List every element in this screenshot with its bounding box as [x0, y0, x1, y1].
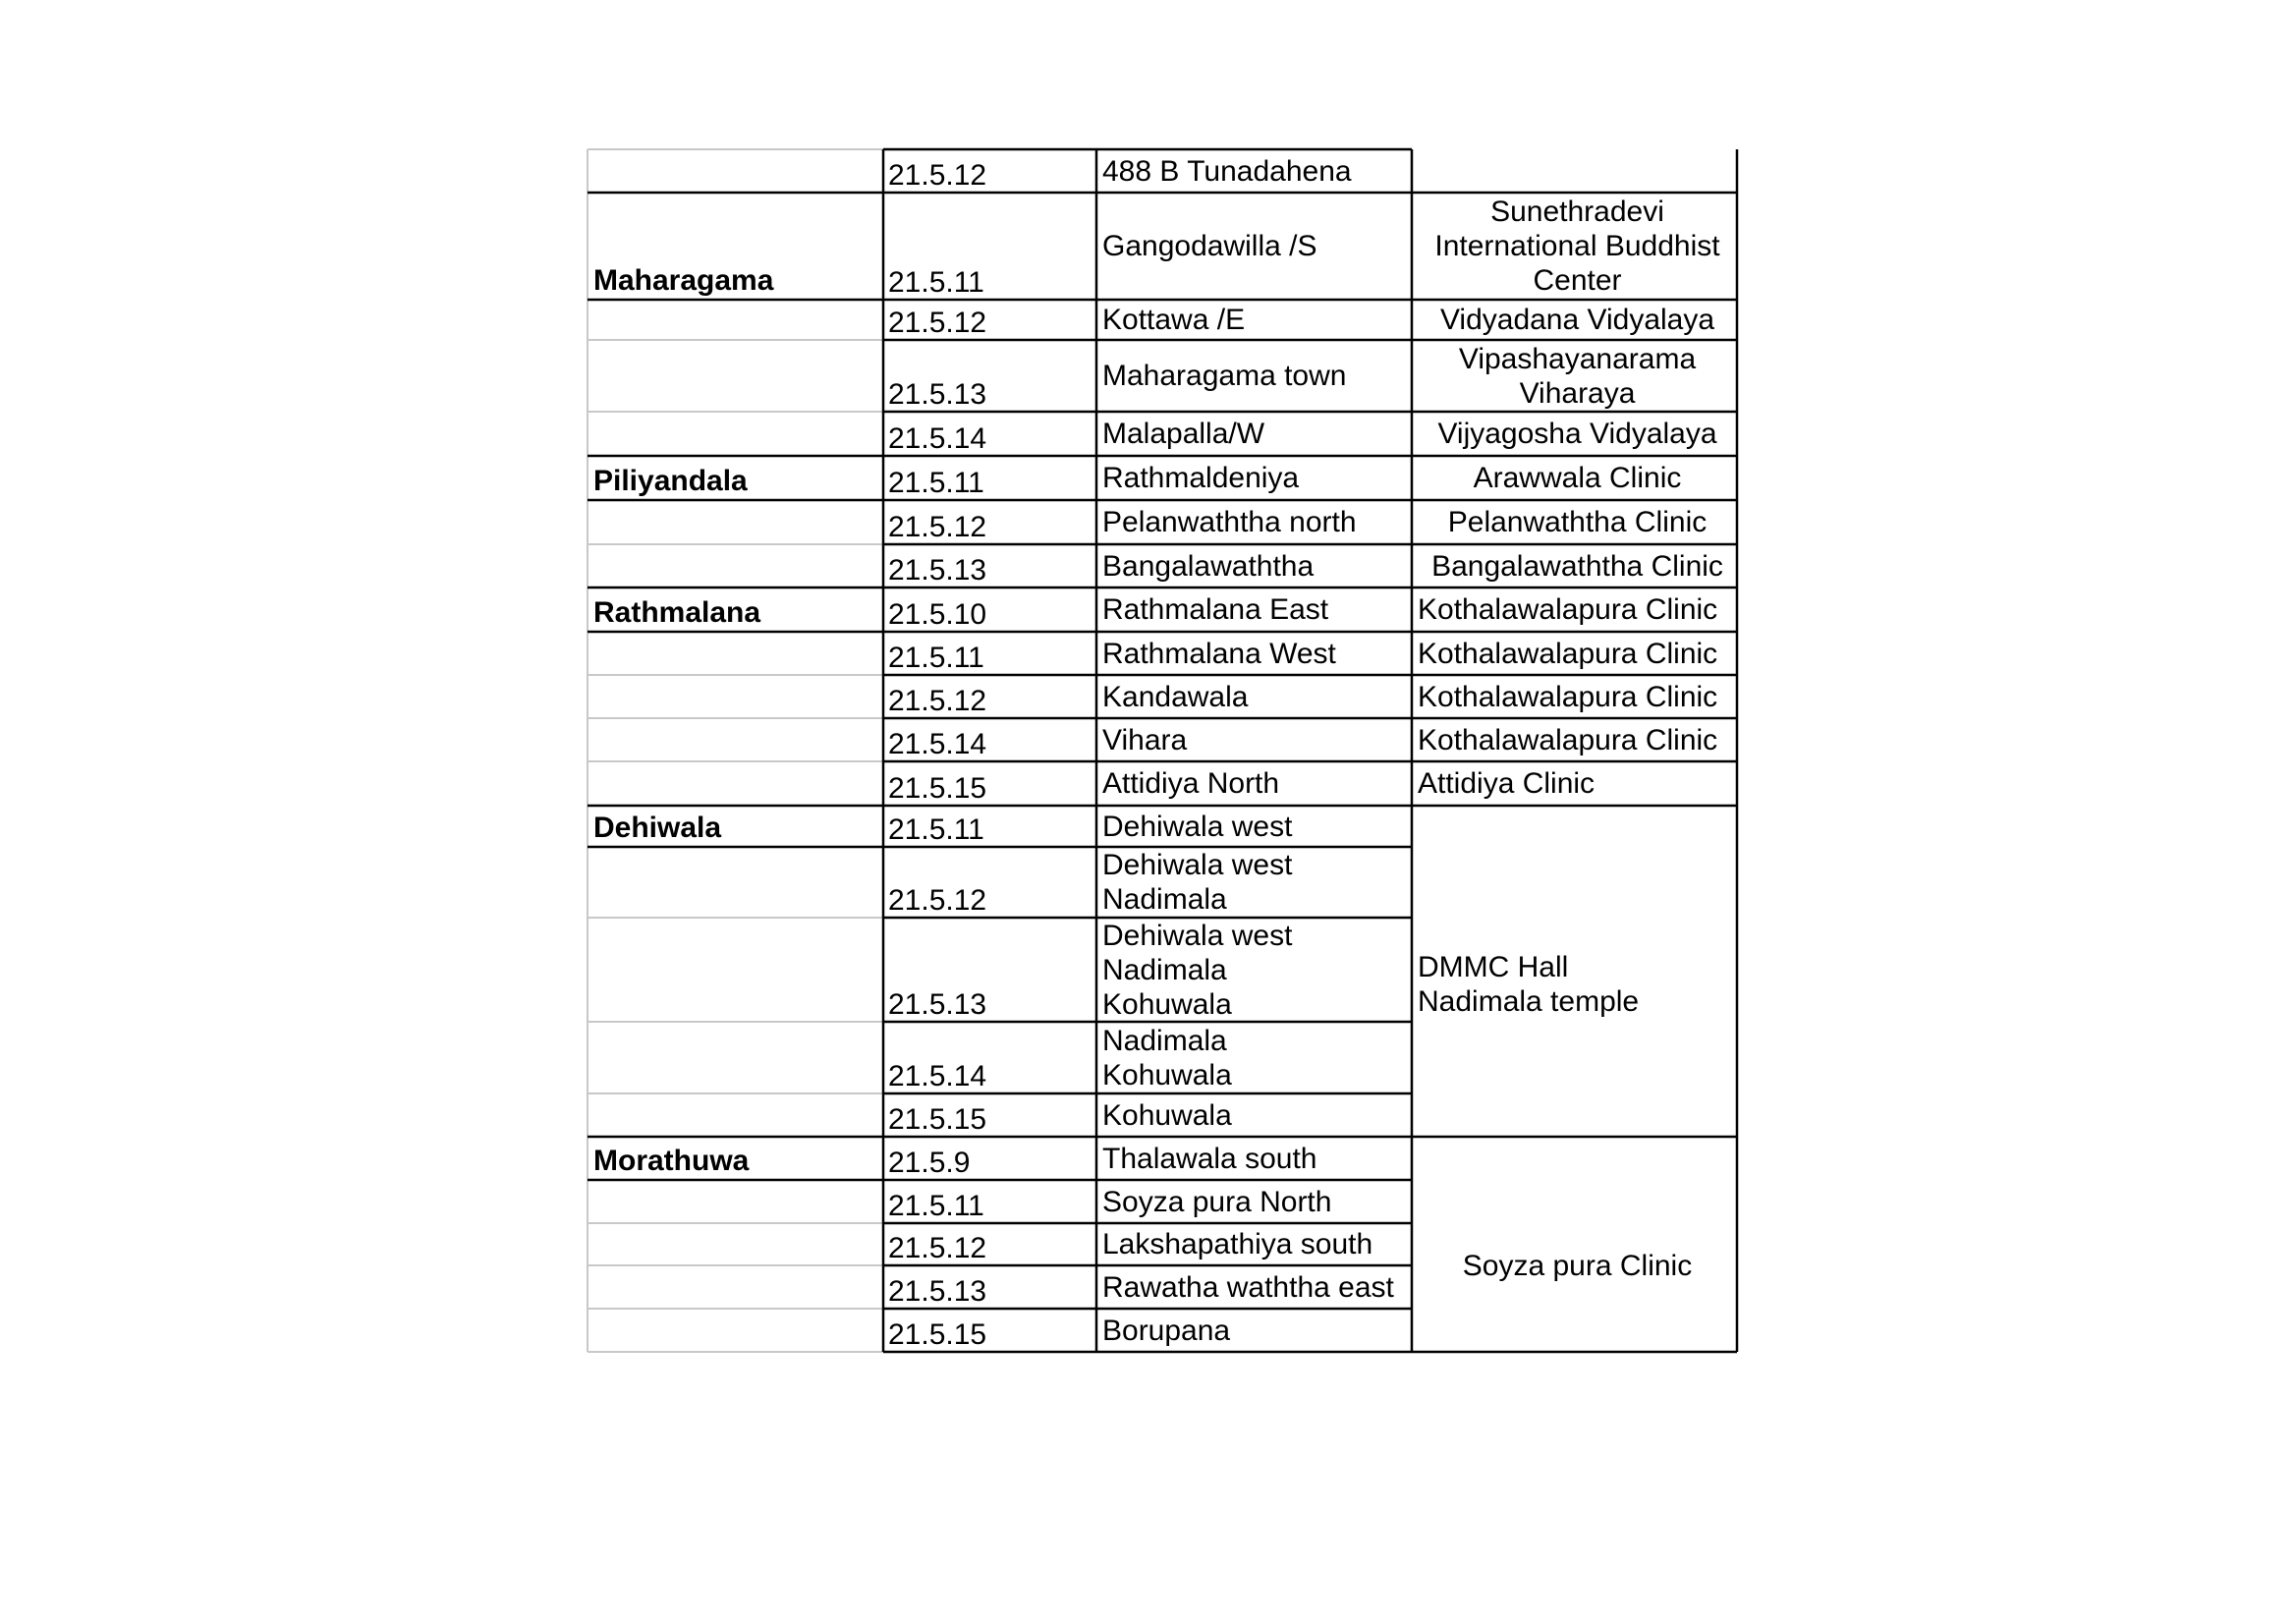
location-line: Rathmalana West: [1102, 637, 1336, 670]
date-value: 21.5.13: [888, 554, 987, 587]
location-line: Pelanwaththa north: [1102, 506, 1357, 538]
area-cell: [593, 300, 883, 340]
location-cell: [1102, 1093, 1413, 1137]
location-line: Kandawala: [1102, 680, 1249, 713]
date-value: 21.5.14: [888, 422, 987, 455]
date-value: 21.5.9: [888, 1147, 971, 1179]
date-value: 21.5.12: [888, 884, 987, 917]
venue-line: Arawwala Clinic: [1473, 462, 1682, 494]
date-cell: [888, 675, 1094, 718]
date-cell: [888, 193, 1094, 300]
area-cell: [593, 500, 883, 544]
venue-line: Kothalawalapura Clinic: [1418, 723, 1718, 756]
area-cell: [593, 588, 883, 632]
location-line: Thalawala south: [1102, 1142, 1317, 1175]
date-cell: [888, 1093, 1094, 1137]
date-cell: [888, 300, 1094, 340]
venue-line: Kothalawalapura Clinic: [1418, 637, 1718, 670]
date-cell: [888, 1265, 1094, 1309]
venue-cell: [1418, 456, 1737, 500]
date-cell: [888, 412, 1094, 456]
location-line: Dehiwala west: [1102, 919, 1293, 952]
location-line: Malapalla/W: [1102, 418, 1265, 450]
location-cell: [1102, 847, 1413, 918]
location-line: Rawatha waththa east: [1102, 1270, 1394, 1304]
date-cell: [888, 1137, 1094, 1180]
date-value: 21.5.13: [888, 988, 987, 1021]
date-cell: [888, 761, 1094, 806]
location-line: Nadimala: [1102, 883, 1227, 916]
merged-venue-line: Soyza pura Clinic: [1462, 1249, 1693, 1282]
area-name: Piliyandala: [593, 465, 748, 497]
location-cell: [1102, 300, 1413, 340]
venue-cell: [1418, 300, 1737, 340]
area-cell: [593, 718, 883, 761]
location-line: Rathmalana East: [1102, 593, 1329, 626]
venue-cell: [1418, 193, 1737, 300]
location-line: Gangodawilla /S: [1102, 230, 1317, 262]
area-cell: [593, 1180, 883, 1223]
date-cell: [888, 918, 1094, 1022]
location-cell: [1102, 149, 1413, 193]
date-cell: [888, 806, 1094, 847]
area-cell: [593, 1093, 883, 1137]
date-value: 21.5.11: [888, 467, 984, 499]
area-name: Morathuwa: [593, 1145, 750, 1177]
location-line: Kohuwala: [1102, 1058, 1232, 1092]
area-cell: [593, 1265, 883, 1309]
venue-cell: [1418, 412, 1737, 456]
location-line: 488 B Tunadahena: [1102, 154, 1352, 188]
venue-line: Vijyagosha Vidyalaya: [1437, 418, 1717, 450]
location-cell: [1102, 412, 1413, 456]
date-value: 21.5.13: [888, 1275, 987, 1308]
area-cell: [593, 761, 883, 806]
location-line: Borupana: [1102, 1314, 1231, 1347]
date-value: 21.5.14: [888, 1060, 987, 1092]
venue-line: Pelanwaththa Clinic: [1447, 506, 1708, 538]
date-cell: [888, 1180, 1094, 1223]
area-name: Dehiwala: [593, 812, 722, 844]
date-cell: [888, 1223, 1094, 1265]
venue-cell: [1418, 500, 1737, 544]
date-cell: [888, 847, 1094, 918]
venue-line: International Buddhist: [1434, 230, 1720, 262]
date-cell: [888, 149, 1094, 193]
area-cell: [593, 340, 883, 412]
area-cell: [593, 847, 883, 918]
location-cell: [1102, 1180, 1413, 1223]
area-cell: [593, 412, 883, 456]
location-line: Soyza pura North: [1102, 1185, 1332, 1218]
date-value: 21.5.12: [888, 1232, 987, 1264]
venue-line: Vidyadana Vidyalaya: [1439, 304, 1715, 336]
merged-venue-line: DMMC Hall: [1418, 951, 1569, 983]
location-cell: [1102, 193, 1413, 300]
area-cell: [593, 675, 883, 718]
date-value: 21.5.10: [888, 598, 987, 631]
date-value: 21.5.13: [888, 378, 987, 411]
area-cell: [593, 1223, 883, 1265]
location-cell: [1102, 675, 1413, 718]
venue-cell: [1418, 675, 1737, 718]
location-cell: [1102, 632, 1413, 675]
location-cell: [1102, 761, 1413, 806]
date-value: 21.5.11: [888, 642, 984, 674]
venue-line: Attidiya Clinic: [1418, 767, 1596, 800]
location-cell: [1102, 1265, 1413, 1309]
location-cell: [1102, 340, 1413, 412]
venue-cell: [1418, 544, 1737, 588]
area-cell: [593, 806, 883, 847]
area-cell: [593, 1137, 883, 1180]
location-cell: [1102, 918, 1413, 1022]
date-cell: [888, 1022, 1094, 1093]
location-line: Kohuwala: [1102, 987, 1232, 1021]
location-line: Rathmaldeniya: [1102, 462, 1300, 494]
location-line: Kottawa /E: [1102, 304, 1246, 336]
area-cell: [593, 1022, 883, 1093]
location-line: Nadimala: [1102, 953, 1227, 986]
venue-line: Kothalawalapura Clinic: [1418, 593, 1718, 626]
location-line: Lakshapathiya south: [1102, 1228, 1373, 1260]
area-cell: [593, 1309, 883, 1352]
date-cell: [888, 632, 1094, 675]
date-value: 21.5.15: [888, 1103, 987, 1136]
venue-cell: [1418, 761, 1737, 806]
date-value: 21.5.15: [888, 1318, 987, 1351]
area-cell: [593, 149, 883, 193]
area-name: Maharagama: [593, 264, 774, 297]
location-line: Bangalawaththa: [1102, 549, 1315, 583]
location-line: Maharagama town: [1102, 360, 1347, 392]
location-line: Dehiwala west: [1102, 810, 1293, 843]
date-cell: [888, 588, 1094, 632]
date-value: 21.5.12: [888, 511, 987, 543]
location-line: Kohuwala: [1102, 1098, 1232, 1132]
location-cell: [1102, 806, 1413, 847]
venue-cell: [1418, 340, 1737, 412]
location-cell: [1102, 1137, 1413, 1180]
venue-line: Vipashayanarama: [1458, 342, 1697, 375]
merged-venue-morathuwa: [1418, 1156, 1737, 1374]
area-cell: [593, 544, 883, 588]
date-cell: [888, 544, 1094, 588]
venue-cell: [1418, 588, 1737, 632]
location-cell: [1102, 588, 1413, 632]
merged-venue-dehiwala: [1418, 812, 1737, 1156]
venue-cell: [1418, 632, 1737, 675]
location-cell: [1102, 1223, 1413, 1265]
area-cell: [593, 918, 883, 1022]
date-value: 21.5.12: [888, 307, 987, 339]
area-cell: [593, 456, 883, 500]
date-value: 21.5.12: [888, 685, 987, 717]
date-value: 21.5.11: [888, 266, 984, 299]
venue-line: Kothalawalapura Clinic: [1418, 680, 1718, 713]
date-cell: [888, 718, 1094, 761]
date-cell: [888, 1309, 1094, 1352]
date-value: 21.5.14: [888, 728, 987, 760]
location-cell: [1102, 1309, 1413, 1352]
date-cell: [888, 340, 1094, 412]
location-line: Dehiwala west: [1102, 849, 1293, 881]
location-cell: [1102, 544, 1413, 588]
venue-line: Bangalawaththa Clinic: [1431, 549, 1723, 583]
date-cell: [888, 500, 1094, 544]
area-name: Rathmalana: [593, 596, 761, 629]
area-cell: [593, 193, 883, 300]
venue-line: Sunethradevi: [1490, 196, 1664, 228]
location-cell: [1102, 500, 1413, 544]
date-cell: [888, 456, 1094, 500]
merged-venue-line: Nadimala temple: [1418, 985, 1640, 1018]
date-value: 21.5.12: [888, 159, 987, 192]
location-cell: [1102, 1022, 1413, 1093]
venue-cell: [1418, 718, 1737, 761]
venue-line: Viharaya: [1519, 376, 1636, 410]
location-line: Nadimala: [1102, 1024, 1227, 1057]
location-line: Vihara: [1102, 723, 1188, 756]
area-cell: [593, 632, 883, 675]
date-value: 21.5.15: [888, 772, 987, 805]
date-value: 21.5.11: [888, 813, 984, 846]
location-cell: [1102, 456, 1413, 500]
venue-line: Center: [1533, 264, 1622, 297]
location-cell: [1102, 718, 1413, 761]
location-line: Attidiya North: [1102, 767, 1280, 800]
date-value: 21.5.11: [888, 1190, 984, 1222]
